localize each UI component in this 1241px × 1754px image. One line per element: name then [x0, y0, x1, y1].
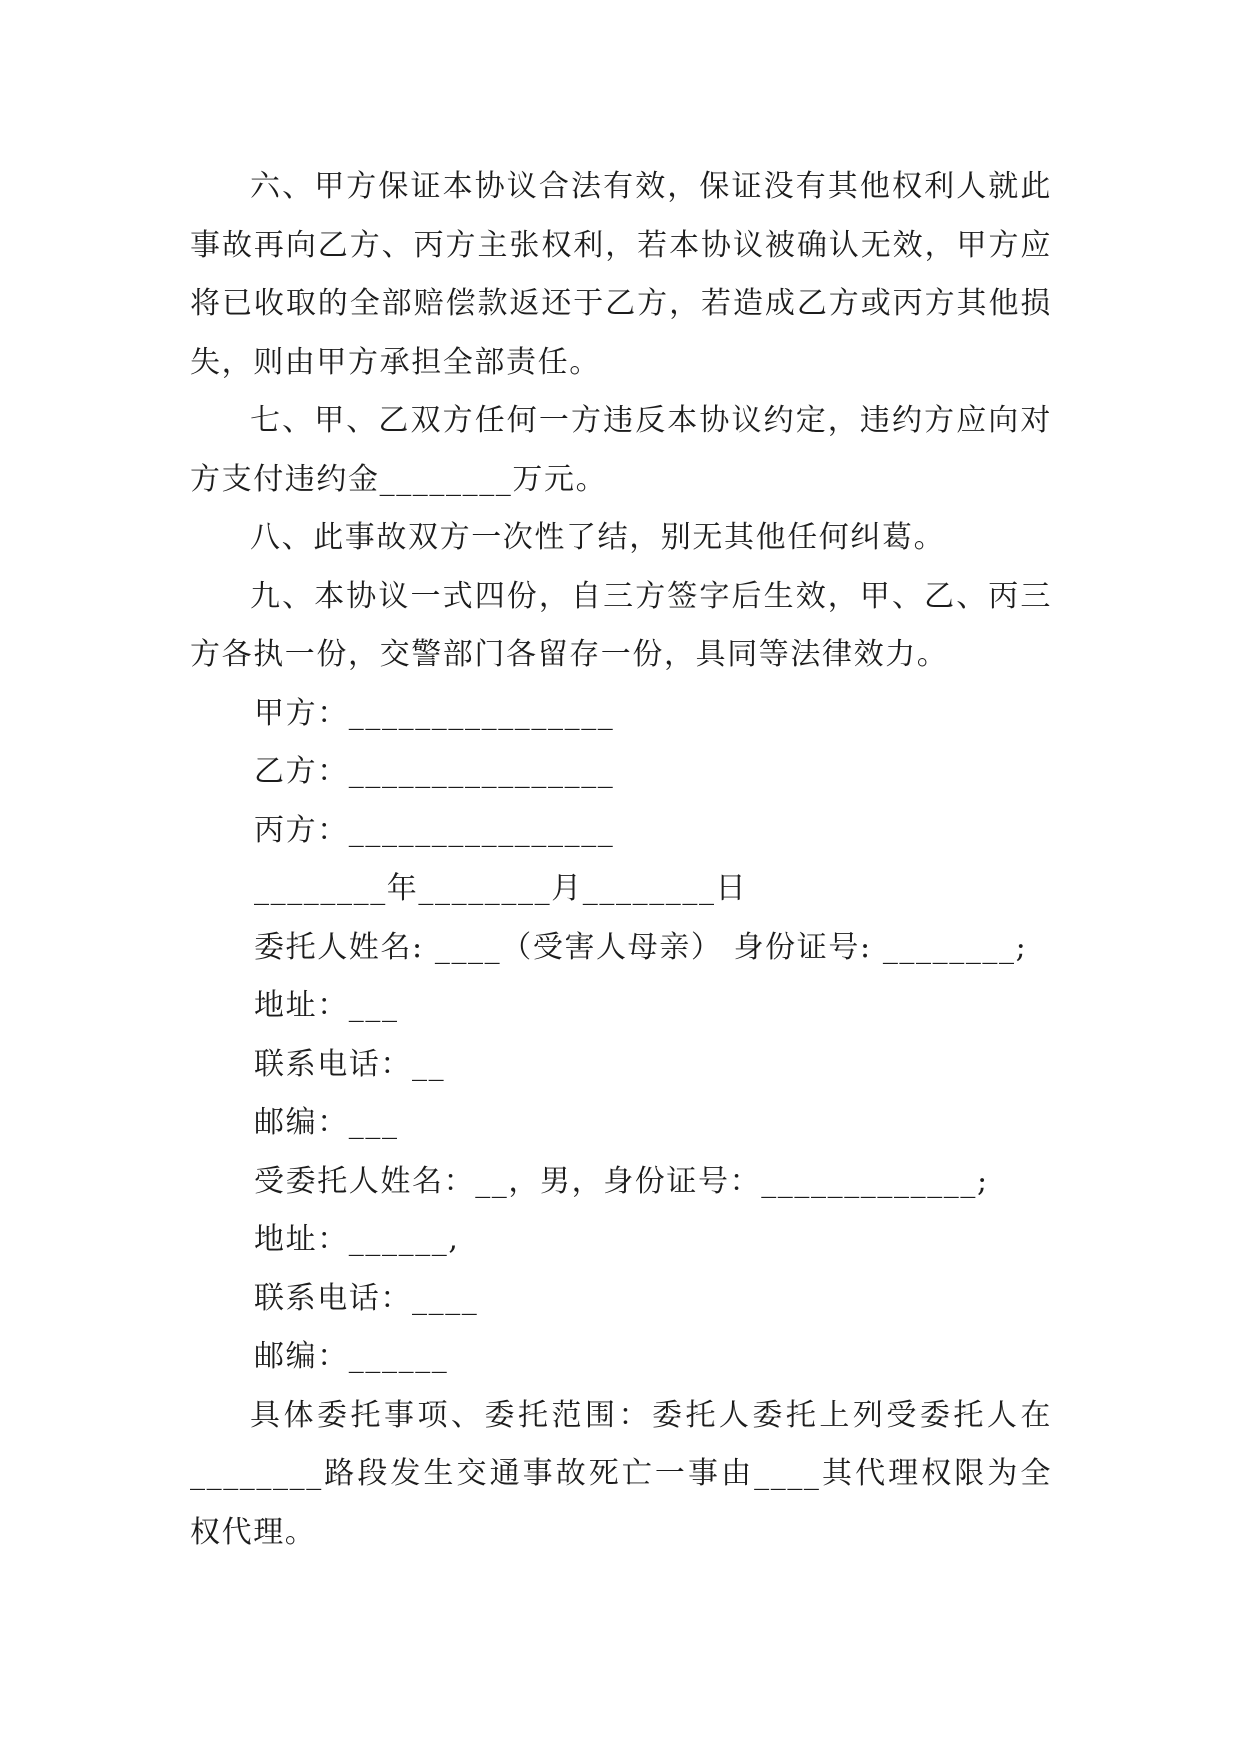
signature-party-b: 乙方：________________	[254, 754, 615, 789]
document-page	[190, 158, 1052, 1562]
principal-address-line: 地址：___	[254, 988, 399, 1023]
date-line: ________年________月________日	[254, 871, 748, 906]
delegation-scope: 具体委托事项、委托范围：委托人委托上列受委托人在________路段发生交通事故死亡一事由____其代理权限为全权代理。	[190, 1397, 1052, 1550]
principal-postcode-line: 邮编：___	[254, 1105, 399, 1140]
clause-6: 六、甲方保证本协议合法有效，保证没有其他权利人就此事故再向乙方、丙方主张权利，若本协议被确认无效，甲方应将已收取的全部赔偿款返还于乙方，若造成乙方或丙方其他损失，则由甲方承担全部责任。	[190, 169, 1052, 380]
agent-address-line: 地址：______,	[254, 1222, 460, 1257]
principal-phone-line: 联系电话：__	[254, 1046, 446, 1082]
clause-7: 七、甲、乙双方任何一方违反本协议约定，违约方应向对方支付违约金________万元。	[190, 403, 1052, 497]
signature-party-a: 甲方：________________	[254, 695, 615, 731]
clause-8: 八、此事故双方一次性了结，别无其他任何纠葛。	[250, 520, 946, 555]
principal-name-line: 委托人姓名: ____（受害人母亲） 身份证号: ________;	[254, 929, 1028, 965]
clause-9: 九、本协议一式四份，自三方签字后生效，甲、乙、丙三方各执一份，交警部门各留存一份，具同等法律效力。	[190, 578, 1052, 672]
signature-party-c: 丙方：________________	[254, 812, 615, 848]
agent-name-line: 受委托人姓名：__，男，身份证号：_____________;	[254, 1163, 989, 1199]
agent-phone-line: 联系电话：____	[254, 1280, 479, 1316]
agent-postcode-line: 邮编：______	[254, 1339, 449, 1374]
